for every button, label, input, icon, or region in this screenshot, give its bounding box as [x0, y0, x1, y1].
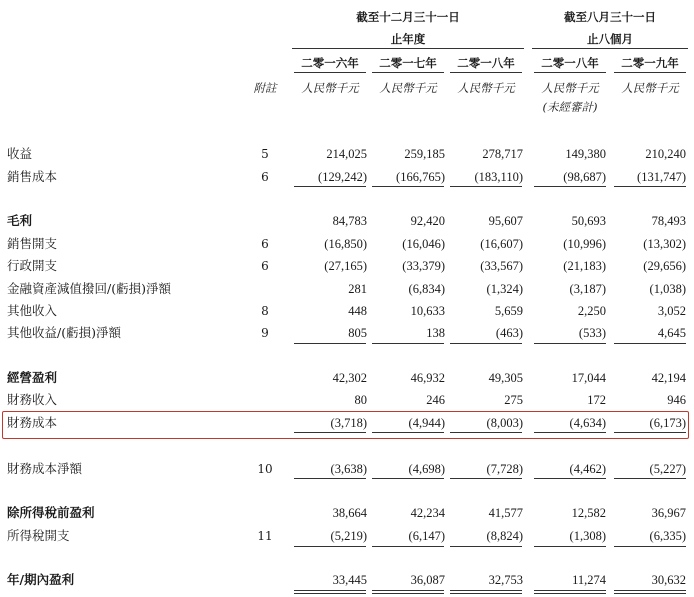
row-value: (16,850)	[324, 237, 367, 251]
row-value: (7,728)	[486, 462, 523, 476]
column-rule	[372, 593, 444, 594]
row-value: (33,379)	[402, 259, 445, 273]
column-rule	[372, 590, 444, 591]
row-value: 30,632	[651, 573, 686, 587]
col-year-2: 二零一七年	[379, 56, 437, 70]
column-rule	[534, 343, 606, 344]
col-rule-4	[534, 72, 606, 73]
column-rule	[450, 593, 522, 594]
row-value: (6,834)	[408, 282, 445, 296]
row-value: (4,634)	[569, 416, 606, 430]
row-value: 10,633	[410, 304, 445, 318]
row-value: (4,944)	[408, 416, 445, 430]
column-rule	[294, 546, 366, 547]
row-value: (3,638)	[330, 462, 367, 476]
row-value: (3,718)	[330, 416, 367, 430]
row-label: 經營盈利	[7, 370, 58, 385]
column-rule	[614, 432, 686, 433]
col-rule-3	[450, 72, 522, 73]
row-value: 259,185	[404, 147, 445, 161]
row-note: 11	[257, 529, 273, 543]
row-label: 財務收入	[7, 392, 58, 407]
row-value: 210,240	[645, 147, 686, 161]
column-rule	[450, 186, 522, 187]
col-unit-2: 人民幣千元	[379, 81, 437, 95]
row-note: 5	[261, 147, 269, 161]
row-value: (131,747)	[637, 170, 686, 184]
row-label: 其他收入	[7, 303, 58, 318]
row-value: (16,607)	[480, 237, 523, 251]
group2-title: 截至八月三十一日	[564, 10, 656, 24]
row-value: (6,147)	[408, 529, 445, 543]
row-value: 2,250	[577, 304, 606, 318]
row-value: 805	[348, 326, 367, 340]
col-unit-4: 人民幣千元	[541, 81, 599, 95]
row-value: (8,003)	[486, 416, 523, 430]
col-rule-5	[614, 72, 686, 73]
column-rule	[534, 478, 606, 479]
row-value: (13,302)	[643, 237, 686, 251]
column-rule	[372, 432, 444, 433]
row-value: 36,967	[651, 506, 686, 520]
row-value: 33,445	[332, 573, 367, 587]
row-value: 275	[504, 393, 523, 407]
row-value: (166,765)	[396, 170, 445, 184]
column-rule	[372, 546, 444, 547]
col-year-5: 二零一九年	[621, 56, 679, 70]
row-value: (463)	[495, 326, 523, 340]
column-rule	[614, 546, 686, 547]
column-rule	[372, 478, 444, 479]
column-rule	[534, 432, 606, 433]
column-rule	[614, 593, 686, 594]
row-note: 9	[261, 326, 269, 340]
row-value: (1,308)	[569, 529, 606, 543]
row-value: (29,656)	[643, 259, 686, 273]
row-note: 10	[257, 462, 273, 476]
row-value: (5,227)	[649, 462, 686, 476]
column-rule	[614, 186, 686, 187]
row-value: 5,659	[494, 304, 523, 318]
row-value: (4,462)	[569, 462, 606, 476]
column-rule	[450, 590, 522, 591]
row-value: (10,996)	[563, 237, 606, 251]
row-label: 金融資產減值撥回/(虧損)淨額	[7, 281, 171, 296]
col-unaudited: (未經審計)	[542, 100, 598, 114]
row-value: 214,025	[326, 147, 367, 161]
row-value: 172	[587, 393, 606, 407]
row-value: (5,219)	[330, 529, 367, 543]
column-rule	[534, 546, 606, 547]
row-value: 42,302	[332, 371, 367, 385]
row-value: 138	[426, 326, 445, 340]
row-value: (3,187)	[569, 282, 606, 296]
row-value: 278,717	[482, 147, 523, 161]
column-rule	[614, 478, 686, 479]
row-value: 46,932	[410, 371, 445, 385]
column-rule	[294, 186, 366, 187]
row-value: 246	[426, 393, 445, 407]
row-value: 92,420	[410, 214, 445, 228]
row-value: (1,324)	[486, 282, 523, 296]
row-value: 84,783	[332, 214, 367, 228]
row-value: (129,242)	[318, 170, 367, 184]
row-value: 448	[348, 304, 367, 318]
col-rule-1	[294, 72, 366, 73]
row-label: 財務成本	[7, 415, 58, 430]
column-rule	[294, 432, 366, 433]
row-value: 3,052	[657, 304, 686, 318]
col-unit-3: 人民幣千元	[457, 81, 515, 95]
row-label: 銷售成本	[7, 169, 58, 184]
column-rule	[294, 478, 366, 479]
row-value: 38,664	[332, 506, 367, 520]
col-unit-1: 人民幣千元	[301, 81, 359, 95]
group2-subtitle: 止八個月	[587, 32, 633, 46]
row-value: (533)	[578, 326, 606, 340]
column-rule	[534, 186, 606, 187]
row-label: 其他收益/(虧損)淨額	[7, 325, 121, 340]
row-value: (4,698)	[408, 462, 445, 476]
column-rule	[294, 590, 366, 591]
col-year-4: 二零一八年	[541, 56, 599, 70]
column-rule	[614, 590, 686, 591]
group2-rule	[532, 48, 688, 49]
row-value: 42,234	[410, 506, 445, 520]
row-value: 78,493	[651, 214, 686, 228]
column-rule	[614, 343, 686, 344]
row-label: 所得稅開支	[7, 528, 70, 543]
row-value: (33,567)	[480, 259, 523, 273]
row-value: 11,274	[572, 573, 606, 587]
column-rule	[534, 590, 606, 591]
column-rule	[372, 343, 444, 344]
row-label: 行政開支	[7, 258, 58, 273]
row-value: 17,044	[571, 371, 606, 385]
group1-subtitle: 止年度	[390, 32, 426, 46]
note-header: 附註	[253, 81, 277, 95]
row-value: 80	[354, 393, 367, 407]
row-value: (6,173)	[649, 416, 686, 430]
column-rule	[534, 593, 606, 594]
col-year-3: 二零一八年	[457, 56, 515, 70]
row-value: (27,165)	[324, 259, 367, 273]
row-value: (6,335)	[649, 529, 686, 543]
row-value: 50,693	[571, 214, 606, 228]
row-value: 4,645	[657, 326, 686, 340]
group1-title: 截至十二月三十一日	[356, 10, 460, 24]
row-value: (1,038)	[649, 282, 686, 296]
column-rule	[450, 432, 522, 433]
column-rule	[450, 343, 522, 344]
row-value: 49,305	[488, 371, 523, 385]
row-value: 946	[667, 393, 686, 407]
row-value: (98,687)	[563, 170, 606, 184]
col-rule-2	[372, 72, 444, 73]
col-unit-5: 人民幣千元	[621, 81, 679, 95]
row-value: (16,046)	[402, 237, 445, 251]
row-label: 毛利	[7, 213, 33, 228]
group1-rule	[292, 48, 524, 49]
row-label: 收益	[7, 146, 33, 161]
row-value: 12,582	[571, 506, 606, 520]
row-note: 6	[261, 259, 269, 273]
column-rule	[372, 186, 444, 187]
col-year-1: 二零一六年	[301, 56, 359, 70]
row-label: 年/期內盈利	[7, 572, 75, 587]
row-label: 銷售開支	[7, 236, 58, 251]
column-rule	[294, 343, 366, 344]
row-label: 除所得稅前盈利	[7, 505, 95, 520]
row-value: 149,380	[565, 147, 606, 161]
row-label: 財務成本淨額	[7, 461, 83, 476]
row-value: (21,183)	[563, 259, 606, 273]
column-rule	[450, 546, 522, 547]
row-value: 281	[348, 282, 367, 296]
row-value: 32,753	[488, 573, 523, 587]
row-value: 95,607	[488, 214, 523, 228]
row-note: 6	[261, 237, 269, 251]
row-value: (183,110)	[474, 170, 523, 184]
row-note: 6	[261, 170, 269, 184]
column-rule	[294, 593, 366, 594]
column-rule	[450, 478, 522, 479]
row-note: 8	[261, 304, 269, 318]
row-value: 36,087	[410, 573, 445, 587]
row-value: 42,194	[651, 371, 686, 385]
row-value: (8,824)	[486, 529, 523, 543]
row-value: 41,577	[488, 506, 523, 520]
